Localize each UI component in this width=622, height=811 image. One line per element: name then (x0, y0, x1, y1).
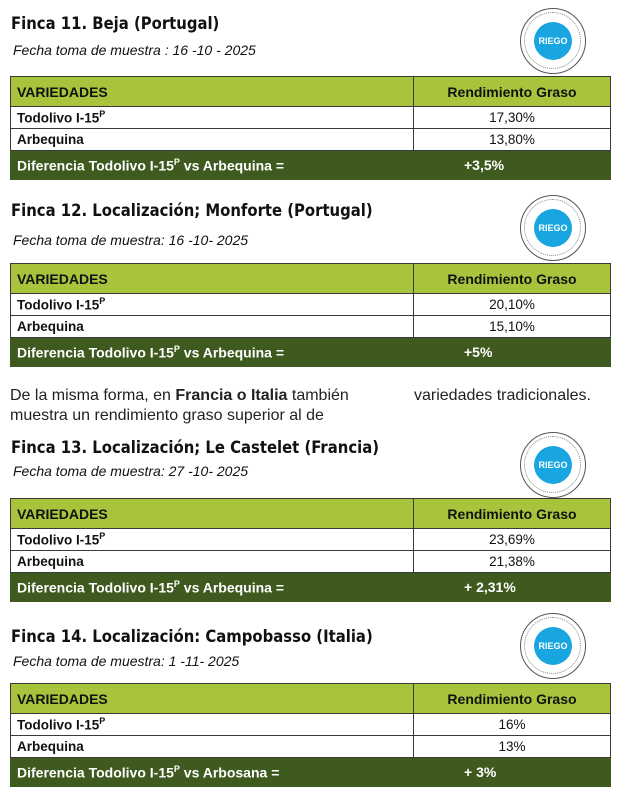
riego-seal-icon (520, 613, 586, 679)
yield-value: 17,30% (414, 107, 611, 129)
yield-table (10, 498, 611, 602)
difference-label: Diferencia Todolivo $I-15^P$ vs Arbosana = (11, 758, 414, 787)
yield-value: 21,38% (414, 551, 611, 573)
riego-label: RIEGO (534, 446, 572, 484)
table-header-row (11, 499, 611, 529)
difference-value: +3,5% (414, 151, 611, 180)
difference-value: + 2,31% (414, 573, 611, 602)
header-varieties: VARIEDADES (11, 499, 414, 529)
sample-date: Fecha toma de muestra: 16 -10- 2025 (13, 232, 249, 248)
yield-value: 15,10% (414, 316, 611, 338)
header-yield: Rendimiento Graso (414, 684, 611, 714)
yield-table (10, 683, 611, 787)
table-row (11, 316, 611, 338)
difference-value: +5% (414, 338, 611, 367)
paragraph-line-1-right: variedades tradicionales. (414, 387, 591, 404)
yield-table (10, 76, 611, 180)
riego-seal-icon (520, 432, 586, 498)
sample-date: Fecha toma de muestra : 16 -10 - 2025 (13, 42, 256, 58)
difference-value: + 3% (414, 758, 611, 787)
yield-value: 23,69% (414, 529, 611, 551)
table-header-row (11, 684, 611, 714)
table-row (11, 551, 611, 573)
riego-label: RIEGO (534, 627, 572, 665)
variety-cell: Arbequina (11, 551, 414, 573)
yield-value: 16% (414, 714, 611, 736)
sample-date: Fecha toma de muestra: 27 -10- 2025 (13, 463, 249, 479)
variety-cell: Todolivo $I-15^P$ (11, 107, 414, 129)
difference-label: Diferencia Todolivo $I-15^P$ vs Arbequina = (11, 573, 414, 602)
sample-date: Fecha toma de muestra: 1 -11- 2025 (13, 653, 240, 669)
variety-cell: Arbequina (11, 129, 414, 151)
yield-value: 20,10% (414, 294, 611, 316)
difference-label: Diferencia Todolivo $I-15^P$ vs Arbequina = (11, 338, 414, 367)
table-row (11, 736, 611, 758)
riego-seal-icon (520, 8, 586, 74)
variety-cell: Todolivo $I-15^P$ (11, 529, 414, 551)
header-varieties: VARIEDADES (11, 264, 414, 294)
section-title: Finca 12. Localización; Monforte (Portugal) (11, 201, 373, 220)
variety-cell: Arbequina (11, 316, 414, 338)
difference-row (11, 758, 611, 787)
table-header-row (11, 264, 611, 294)
difference-row (11, 338, 611, 367)
section-title: Finca 13. Localización; Le Castelet (Francia) (11, 438, 380, 457)
difference-row (11, 151, 611, 180)
yield-value: 13,80% (414, 129, 611, 151)
header-varieties: VARIEDADES (11, 77, 414, 107)
header-yield: Rendimiento Graso (414, 77, 611, 107)
table-row (11, 294, 611, 316)
paragraph-line-1: De la misma forma, en Francia o Italia también (10, 387, 349, 404)
header-yield: Rendimiento Graso (414, 499, 611, 529)
table-row (11, 714, 611, 736)
riego-seal-icon (520, 195, 586, 261)
variety-cell: Todolivo $I-15^P$ (11, 294, 414, 316)
header-yield: Rendimiento Graso (414, 264, 611, 294)
yield-table (10, 263, 611, 367)
section-title: Finca 11. Beja (Portugal) (11, 14, 220, 33)
riego-label: RIEGO (534, 22, 572, 60)
table-row (11, 529, 611, 551)
difference-label: Diferencia Todolivo $I-15^P$ vs Arbequina = (11, 151, 414, 180)
table-header-row (11, 77, 611, 107)
table-row (11, 107, 611, 129)
section-title: Finca 14. Localización: Campobasso (Italia) (11, 627, 373, 646)
yield-value: 13% (414, 736, 611, 758)
header-varieties: VARIEDADES (11, 684, 414, 714)
variety-cell: Todolivo $I-15^P$ (11, 714, 414, 736)
paragraph-line-2: muestra un rendimiento graso superior al de (10, 407, 324, 424)
variety-cell: Arbequina (11, 736, 414, 758)
difference-row (11, 573, 611, 602)
riego-label: RIEGO (534, 209, 572, 247)
table-row (11, 129, 611, 151)
